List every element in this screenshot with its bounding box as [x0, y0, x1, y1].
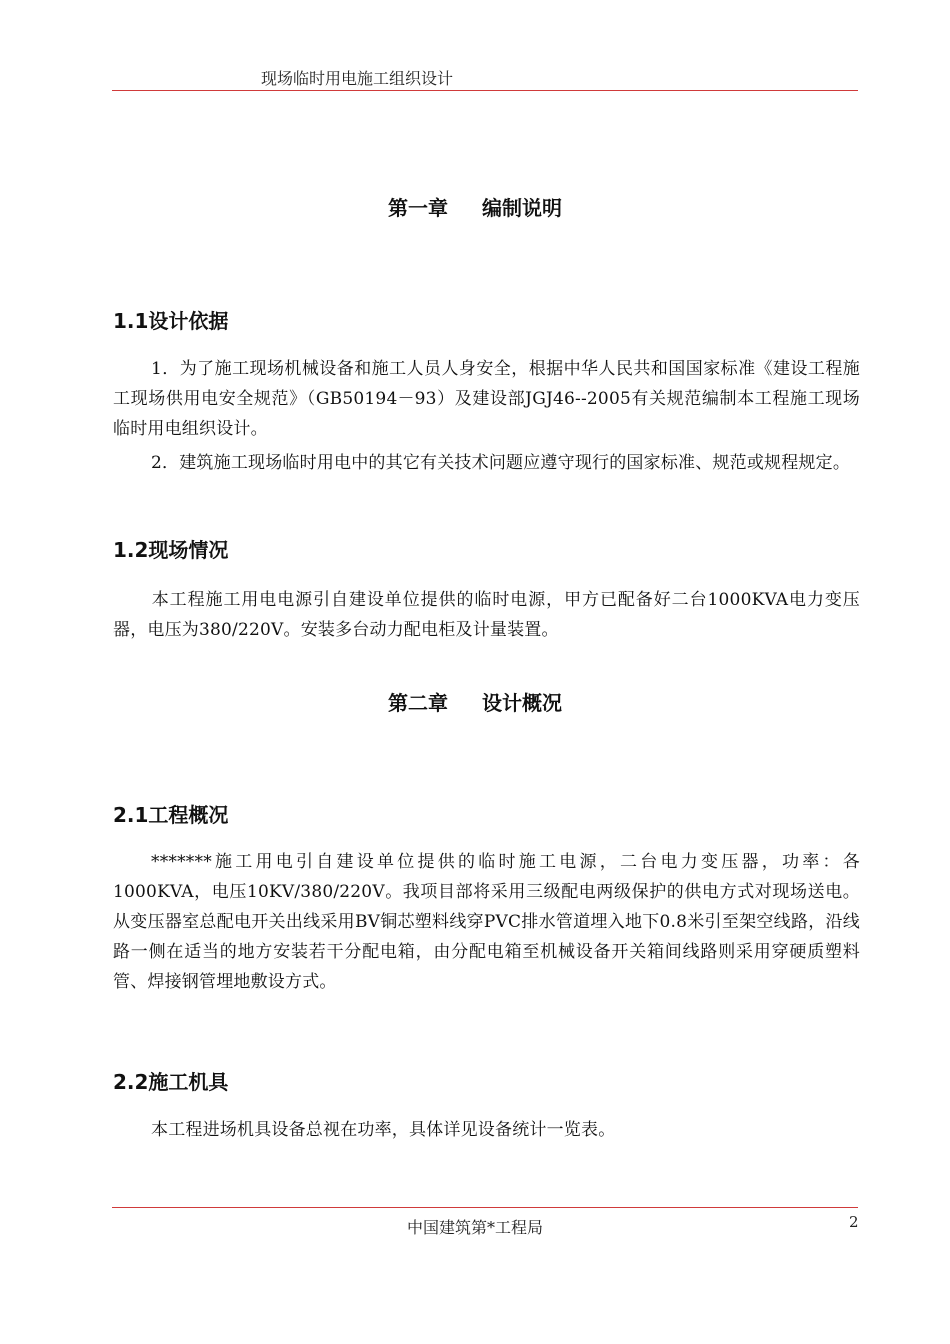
section-2-2-heading: 2.2施工机具: [113, 1070, 229, 1094]
paragraph-2-2: [113, 1115, 860, 1145]
chapter-1-title: 编制说明: [482, 196, 562, 220]
chapter-2-number: 第二章: [388, 691, 448, 715]
chapter-2-heading: [0, 687, 950, 716]
header-rule: [112, 90, 858, 91]
paragraph-1-1-b: [113, 448, 860, 478]
footer-rule: [112, 1207, 858, 1208]
footer-organization: 中国建筑第*工程局: [406, 1218, 543, 1237]
running-header: 现场临时用电施工组织设计: [261, 69, 454, 88]
page-number: 2: [849, 1213, 859, 1231]
paragraph-2-1-text: *******施工用电引自建设单位提供的临时施工电源，二台电力变压器，功率：各1000KVA，电压10KV/380/220V。我项目部将采用三级配电两级保护的供电方式对现场送电。从变压器室总配电开关出线采用BV铜芯塑料线穿PVC排水管道埋入地下0.8米引至架空线路，沿线路一侧在适当的地方安装若干分配电箱，由分配电箱至机械设备开关箱间线路则采用穿硬质塑料管、焊接钢管埋地敷设方式。: [113, 852, 860, 992]
section-2-1-heading: 2.1工程概况: [113, 803, 229, 827]
paragraph-1-2-text: 本工程施工用电电源引自建设单位提供的临时电源，甲方已配备好二台1000KVA电力变压器，电压为380/220V。安装多台动力配电柜及计量装置。: [113, 590, 860, 640]
paragraph-2-2-text: 本工程进场机具设备总视在功率，具体详见设备统计一览表。: [151, 1120, 616, 1140]
chapter-2-title: 设计概况: [482, 691, 562, 715]
paragraph-1-1-a: [113, 354, 860, 444]
section-1-1-heading: 1.1设计依据: [113, 309, 229, 333]
paragraph-1-1-b-text: 2．建筑施工现场临时用电中的其它有关技术问题应遵守现行的国家标准、规范或规程规定。: [151, 453, 851, 473]
chapter-1-number: 第一章: [388, 196, 448, 220]
chapter-1-heading: [0, 192, 950, 221]
paragraph-1-2: [113, 585, 860, 645]
paragraph-2-1: [113, 847, 860, 997]
paragraph-1-1-a-text: 1．为了施工现场机械设备和施工人员人身安全，根据中华人民共和国国家标准《建设工程施工现场供用电安全规范》（GB50194－93）及建设部JGJ46--2005有关规范编制本工程施工现场临时用电组织设计。: [113, 359, 860, 439]
section-1-2-heading: 1.2现场情况: [113, 538, 229, 562]
